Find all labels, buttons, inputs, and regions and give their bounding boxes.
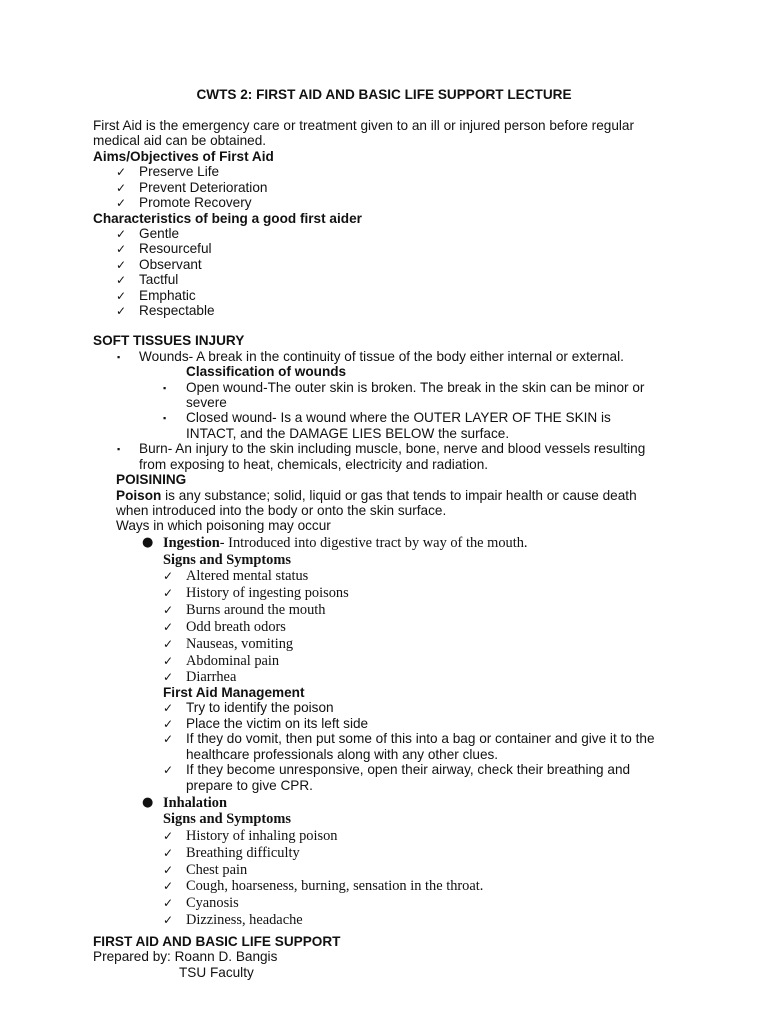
check-icon: ✓ [116, 289, 127, 303]
square-bullet-icon: ▪ [163, 413, 167, 423]
poison-definition-line-2: when introduced into the body or onto the skin surface. [116, 503, 447, 518]
check-icon: ✓ [163, 603, 174, 617]
ingestion-sign: Nauseas, vomiting [186, 636, 294, 652]
check-icon: ✓ [163, 732, 174, 746]
poisoning-ways: Ways in which poisoning may occur [116, 518, 331, 533]
check-icon: ✓ [116, 165, 127, 179]
aims-item: Promote Recovery [139, 195, 252, 210]
management-item-continued: healthcare professionals along with any other clues. [186, 747, 499, 762]
ingestion-sign: History of ingesting poisons [186, 585, 349, 601]
check-icon: ✓ [163, 654, 174, 668]
intro-line-1: First Aid is the emergency care or treatment given to an ill or injured person before regular [93, 118, 634, 133]
check-icon: ✓ [163, 637, 174, 651]
wounds-definition: Wounds- A break in the continuity of tissue of the body either internal or external. [139, 349, 624, 364]
burn-line-2: from exposing to heat, chemicals, electricity and radiation. [139, 457, 489, 472]
check-icon: ✓ [163, 569, 174, 583]
management-heading: First Aid Management [163, 685, 305, 700]
check-icon: ✓ [163, 896, 174, 910]
check-icon: ✓ [163, 717, 174, 731]
square-bullet-icon: ▪ [117, 444, 121, 454]
characteristics-heading: Characteristics of being a good first aider [93, 211, 362, 226]
characteristics-item: Emphatic [139, 288, 196, 303]
ingestion-description: - Introduced into digestive tract by way of the mouth. [219, 535, 528, 551]
inhalation-sign: Chest pain [186, 862, 248, 878]
square-bullet-icon: ▪ [117, 352, 121, 362]
characteristics-item: Resourceful [139, 241, 212, 256]
ingestion-sign: Burns around the mouth [186, 602, 326, 618]
characteristics-item: Respectable [139, 303, 215, 318]
classification-heading: Classification of wounds [186, 364, 347, 379]
bullet-icon: ● [142, 535, 154, 550]
poisoning-heading: POISINING [116, 472, 187, 487]
inhalation-sign: Cyanosis [186, 895, 239, 911]
check-icon: ✓ [116, 304, 127, 318]
management-item: Try to identify the poison [186, 700, 334, 715]
closed-wound-line-2: INTACT, and the DAMAGE LIES BELOW the surface. [186, 426, 510, 441]
poison-definition-text: is any substance; solid, liquid or gas that tends to impair health or cause death [161, 488, 637, 503]
inhalation-term: Inhalation [163, 795, 227, 811]
intro-line-2: medical aid can be obtained. [93, 133, 267, 148]
check-icon: ✓ [163, 620, 174, 634]
inhalation-signs-heading: Signs and Symptoms [163, 811, 291, 827]
check-icon: ✓ [163, 846, 174, 860]
check-icon: ✓ [116, 196, 127, 210]
poison-term: Poison [116, 488, 162, 503]
aims-item: Preserve Life [139, 164, 220, 179]
ingestion-sign: Altered mental status [186, 568, 309, 584]
check-icon: ✓ [163, 701, 174, 715]
bullet-icon: ● [142, 795, 154, 810]
check-icon: ✓ [116, 181, 127, 195]
ingestion-line [163, 535, 528, 551]
ingestion-sign: Abdominal pain [186, 653, 280, 669]
management-item: Place the victim on its left side [186, 716, 369, 731]
characteristics-item: Gentle [139, 226, 180, 241]
check-icon: ✓ [116, 242, 127, 256]
open-wound-line-1: Open wound-The outer skin is broken. The break in the skin can be minor or [186, 380, 645, 395]
inhalation-sign: Dizziness, headache [186, 912, 303, 928]
check-icon: ✓ [163, 913, 174, 927]
closed-wound-line-1: Closed wound- Is a wound where the OUTER LAYER OF THE SKIN is [186, 410, 611, 425]
ingestion-sign: Diarrhea [186, 669, 237, 685]
open-wound-line-2: severe [186, 395, 227, 410]
ingestion-term: Ingestion [163, 535, 220, 551]
check-icon: ✓ [116, 227, 127, 241]
inhalation-sign: History of inhaling poison [186, 828, 338, 844]
document-title: CWTS 2: FIRST AID AND BASIC LIFE SUPPORT LECTURE [196, 87, 572, 102]
footer-title: FIRST AID AND BASIC LIFE SUPPORT [93, 934, 341, 949]
check-icon: ✓ [163, 879, 174, 893]
inhalation-sign: Cough, hoarseness, burning, sensation in the throat. [186, 878, 484, 894]
characteristics-item: Observant [139, 257, 202, 272]
footer-prepared-by: Prepared by: Roann D. Bangis [93, 949, 278, 964]
aims-item: Prevent Deterioration [139, 180, 268, 195]
square-bullet-icon: ▪ [163, 383, 167, 393]
characteristics-item: Tactful [139, 272, 179, 287]
management-item: If they do vomit, then put some of this into a bag or container and give it to the [186, 731, 655, 746]
check-icon: ✓ [116, 258, 127, 272]
soft-tissues-heading: SOFT TISSUES INJURY [93, 333, 245, 348]
ingestion-signs-heading: Signs and Symptoms [163, 552, 291, 568]
management-item-continued: prepare to give CPR. [186, 778, 313, 793]
footer-affiliation: TSU Faculty [179, 965, 254, 980]
check-icon: ✓ [163, 829, 174, 843]
aims-heading: Aims/Objectives of First Aid [93, 149, 274, 164]
inhalation-sign: Breathing difficulty [186, 845, 300, 861]
management-item: If they become unresponsive, open their airway, check their breathing and [186, 762, 631, 777]
burn-line-1: Burn- An injury to the skin including muscle, bone, nerve and blood vessels resulting [139, 441, 646, 456]
check-icon: ✓ [163, 763, 174, 777]
poison-definition-line-1 [116, 488, 637, 504]
check-icon: ✓ [163, 863, 174, 877]
check-icon: ✓ [163, 670, 174, 684]
ingestion-sign: Odd breath odors [186, 619, 286, 635]
check-icon: ✓ [163, 586, 174, 600]
check-icon: ✓ [116, 273, 127, 287]
